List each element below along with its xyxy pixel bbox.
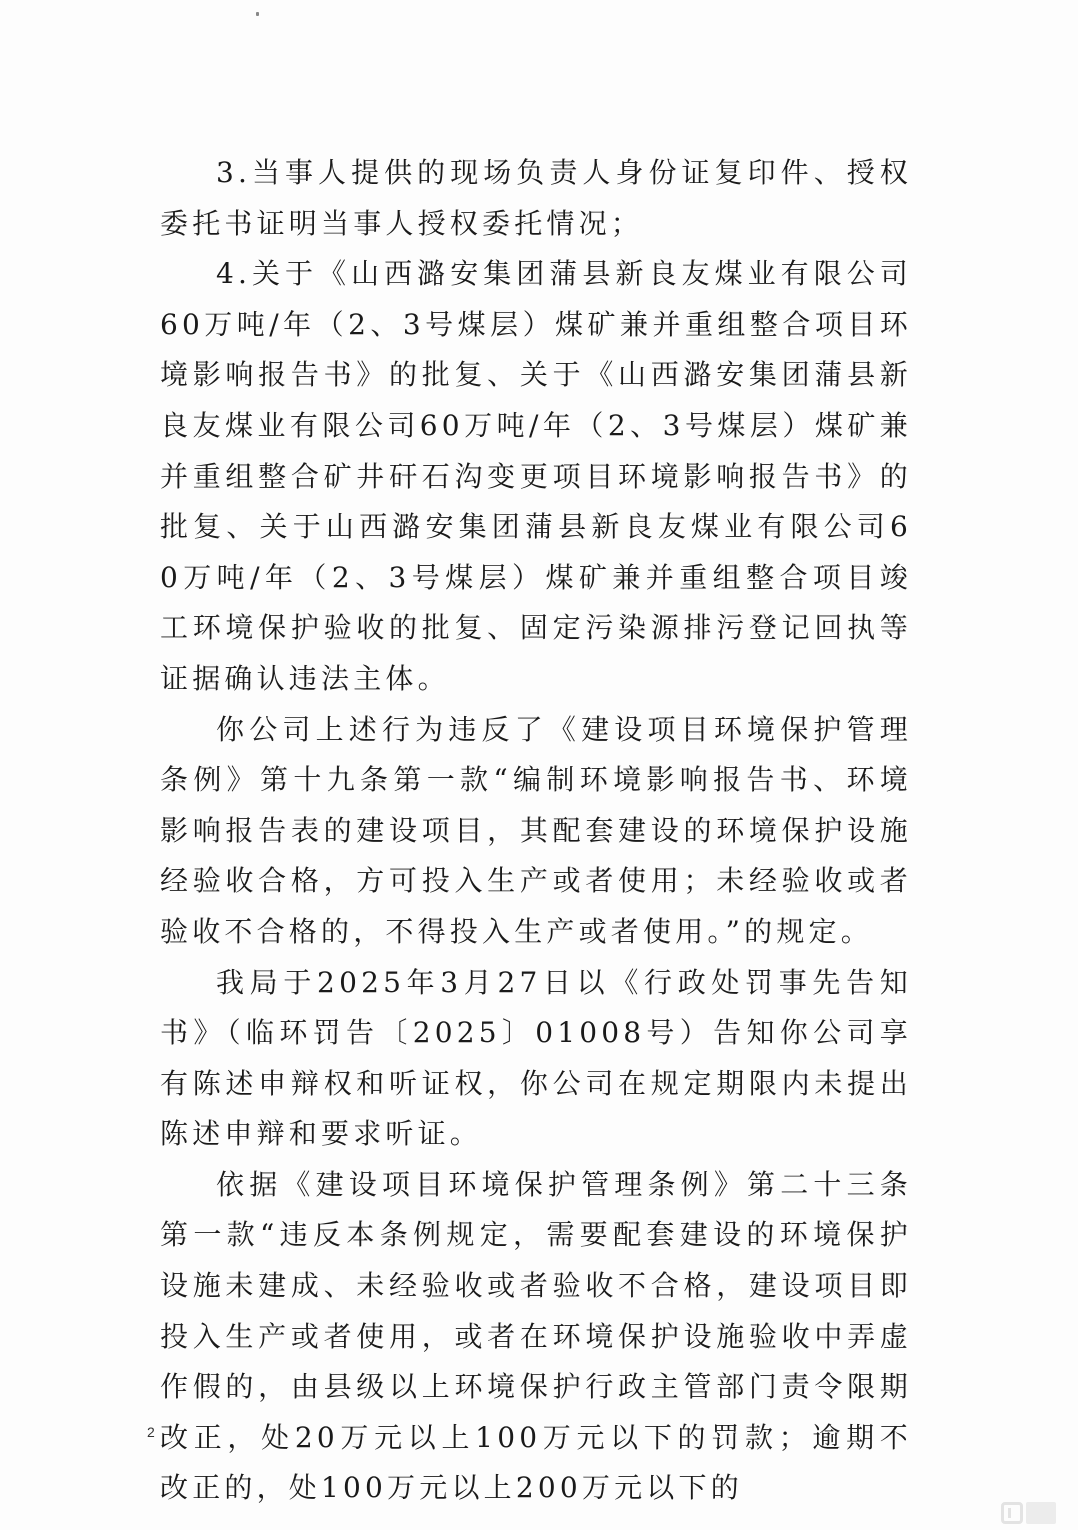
paragraph-violation: 你公司上述行为违反了《建设项目环境保护管理条例》第十九条第一款“编制环境影响报告书、环境影响报告表的建设项目，其配套建设的环境保护设施经验收合格，方可投入生产或者使用；未经验收或者验收不合格的，不得投入生产或者使用。”的规定。: [160, 712, 912, 948]
watermark-icon: [1001, 1502, 1023, 1524]
page-number: 2: [147, 1424, 155, 1440]
document-body: [160, 148, 912, 1514]
paragraph-evidence-4: 4.关于《山西潞安集团蒲县新良友煤业有限公司60万吨/年（2、3号煤层）煤矿兼并重组整合项目环境影响报告书》的批复、关于《山西潞安集团蒲县新良友煤业有限公司60万吨/年（2、3号煤层）煤矿兼并重组整合矿井矸石沟变更项目环境影响报告书》的批复、关于山西潞安集团蒲县新良友煤业有限公司60万吨/年（2、3号煤层）煤矿兼并重组整合项目竣工环境保护验收的批复、固定污染源排污登记回执等证据确认违法主体。: [160, 257, 912, 695]
watermark-logo: [1001, 1502, 1056, 1524]
paragraph-legal-basis: 依据《建设项目环境保护管理条例》第二十三条第一款“违反本条例规定，需要配套建设的环境保护设施未建成、未经验收或者验收不合格，建设项目即投入生产或者使用，或者在环境保护设施验收中弄虚作假的，由县级以上环境保护行政主管部门责令限期改正，处20万元以上100万元以下的罚款；逾期不改正的，处100万元以上200万元以下的: [160, 1167, 912, 1505]
paragraph-evidence-3: 3.当事人提供的现场负责人身份证复印件、授权委托书证明当事人授权委托情况；: [160, 156, 912, 240]
paragraph-notice: 我局于2025年3月27日以《行政处罚事先告知书》（临环罚告〔2025〕01008号）告知你公司享有陈述申辩权和听证权，你公司在规定期限内未提出陈述申辩和要求听证。: [160, 965, 912, 1151]
scan-speck: [256, 12, 259, 16]
watermark-bar: [1026, 1502, 1056, 1524]
